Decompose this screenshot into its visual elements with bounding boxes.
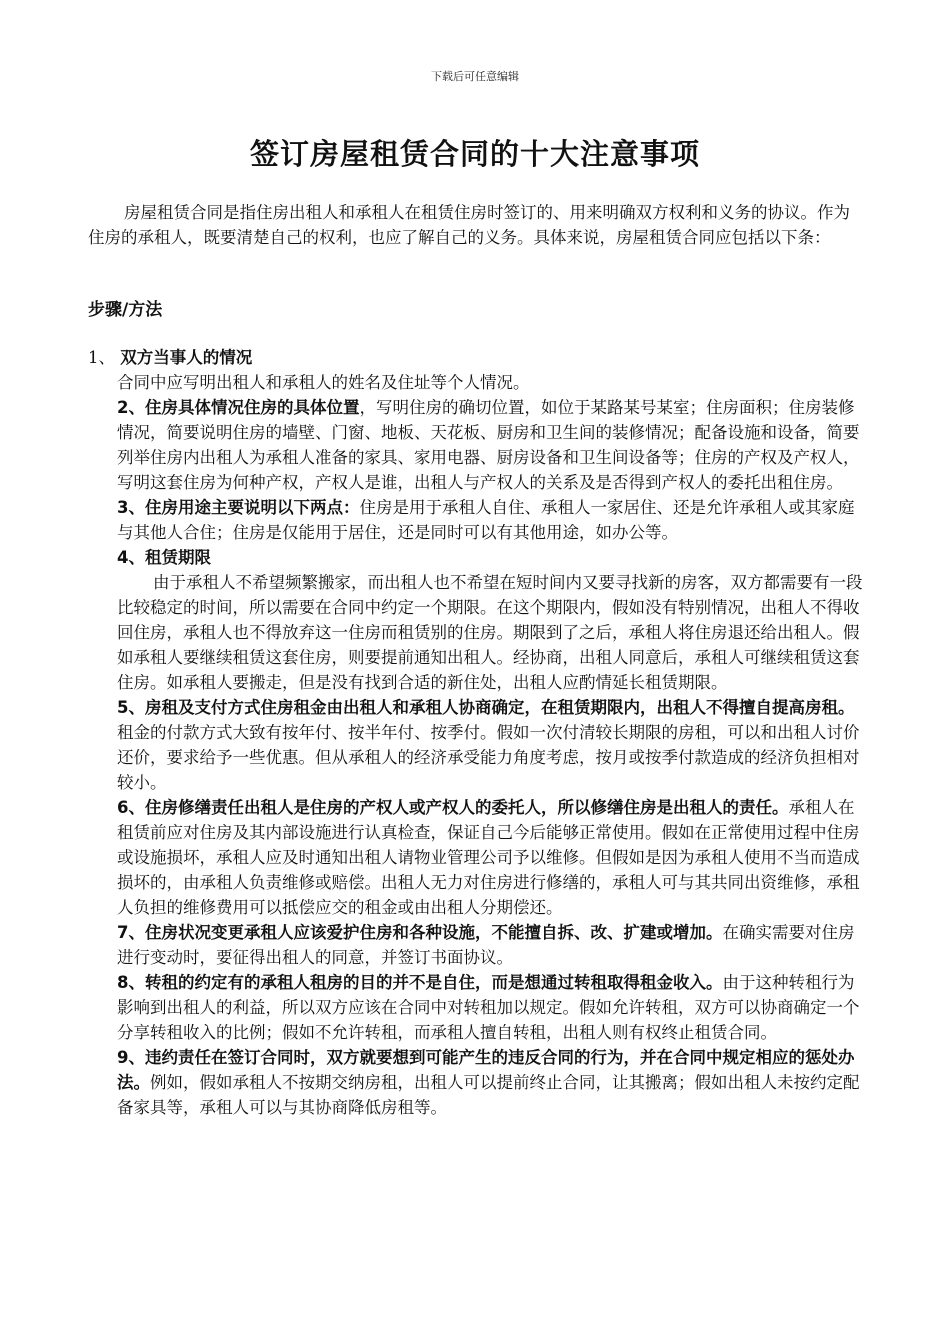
item-4-text: 由于承租人不希望频繁搬家，而出租人也不希望在短时间内又要寻找新的房客，双方都需要有一段比较稳定的时间，所以需要在合同中约定一个期限。在这个期限内，假如没有特别情况，出租人不得收回住房，承租人也不得放弃这一住房而租赁别的住房。期限到了之后，承租人将住房退还给出租人。假如承租人要继续租赁这套住房，则要提前通知出租人。经协商，出租人同意后，承租人可继续租赁这套住房。如承租人要搬走，但是没有找到合适的新住处，出租人应酌情延长租赁期限。	[117, 573, 863, 692]
item-6	[117, 795, 864, 920]
item-8-text: 由于这种转租行为影响到出租人的利益，所以双方应该在合同中对转租加以规定。假如允许转租，双方可以协商确定一个分享转租收入的比例；假如不允许转租，而承租人擅自转租，出租人则有权终止租赁合同。	[117, 973, 860, 1042]
item-1-heading: 双方当事人的情况	[120, 348, 253, 367]
item-9	[117, 1045, 864, 1120]
item-5	[117, 695, 864, 795]
item-8	[117, 970, 864, 1045]
item-4-heading-line	[117, 545, 864, 570]
section-title: 步骤/方法	[88, 300, 163, 320]
item-7	[117, 920, 864, 970]
item-5-text: 租金的付款方式大致有按年付、按半年付、按季付。假如一次付清较长期限的房租，可以和出租人讨价还价，要求给予一些优惠。但从承租人的经济承受能力角度考虑，按月或按季付款造成的经济负担相对较小。	[117, 723, 860, 792]
item-1-number: 1、	[88, 348, 115, 367]
item-3-heading: 3、住房用途主要说明以下两点：	[117, 498, 360, 517]
item-5-heading: 5、房租及支付方式住房租金由出租人和承租人协商确定，在租赁期限内，出租人不得擅自提高房租。	[117, 698, 855, 717]
intro-paragraph: 房屋租赁合同是指住房出租人和承租人在租赁住房时签订的、用来明确双方权利和义务的协议。作为住房的承租人，既要清楚自己的权利，也应了解自己的义务。具体来说，房屋租赁合同应包括以下条：	[88, 203, 850, 247]
item-7-text: 在确实需要对住房进行变动时，要征得出租人的同意，并签订书面协议。	[117, 923, 855, 967]
item-6-heading: 6、住房修缮责任出租人是住房的产权人或产权人的委托人，所以修缮住房是出租人的责任。	[117, 798, 789, 817]
item-1-heading-line	[88, 345, 252, 370]
item-3	[117, 495, 864, 545]
item-9-text: 例如，假如承租人不按期交纳房租，出租人可以提前终止合同，让其搬离；假如出租人未按约定配备家具等，承租人可以与其协商降低房租等。	[117, 1073, 860, 1117]
page-title: 签订房屋租赁合同的十大注意事项	[249, 137, 700, 171]
item-1-text: 合同中应写明出租人和承租人的姓名及住址等个人情况。	[117, 373, 530, 392]
items-list	[117, 370, 864, 1120]
item-2	[117, 395, 864, 495]
item-2-text: ，写明住房的确切位置，如位于某路某号某室；住房面积；住房装修情况，简要说明住房的墙壁、门窗、地板、天花板、厨房和卫生间的装修情况；配备设施和设备，简要列举住房内出租人为承租人准备的家具、家用电器、厨房设备和卫生间设备等；住房的产权及产权人，写明这套住房为何种产权，产权人是谁，出租人与产权人的关系及是否得到产权人的委托出租住房。	[117, 398, 860, 492]
item-6-text: 承租人在租赁前应对住房及其内部设施进行认真检查，保证自己今后能够正常使用。假如在正常使用过程中住房或设施损坏，承租人应及时通知出租人请物业管理公司予以维修。但假如是因为承租人使用不当而造成损坏的，由承租人负责维修或赔偿。出租人无力对住房进行修缮的，承租人可与其共同出资维修，承租人负担的维修费用可以抵偿应交的租金或由出租人分期偿还。	[117, 798, 860, 917]
item-8-heading: 8、转租的约定有的承租人租房的目的并不是自住，而是想通过转租取得租金收入。	[117, 973, 723, 992]
item-3-text: 住房是用于承租人自住、承租人一家居住、还是允许承租人或其家庭与其他人合住；住房是仅能用于居住，还是同时可以有其他用途，如办公等。	[117, 498, 855, 542]
item-4-heading: 4、租赁期限	[117, 548, 211, 567]
item-9-heading: 9、违约责任在签订合同时，双方就要想到可能产生的违反合同的行为，并在合同中规定相应的惩处办法。	[117, 1048, 855, 1092]
header-note: 下载后可任意编辑	[431, 70, 519, 83]
item-7-heading: 7、住房状况变更承租人应该爱护住房和各种设施，不能擅自拆、改、扩建或增加。	[117, 923, 723, 942]
item-2-heading: 2、住房具体情况住房的具体位置	[117, 398, 360, 417]
